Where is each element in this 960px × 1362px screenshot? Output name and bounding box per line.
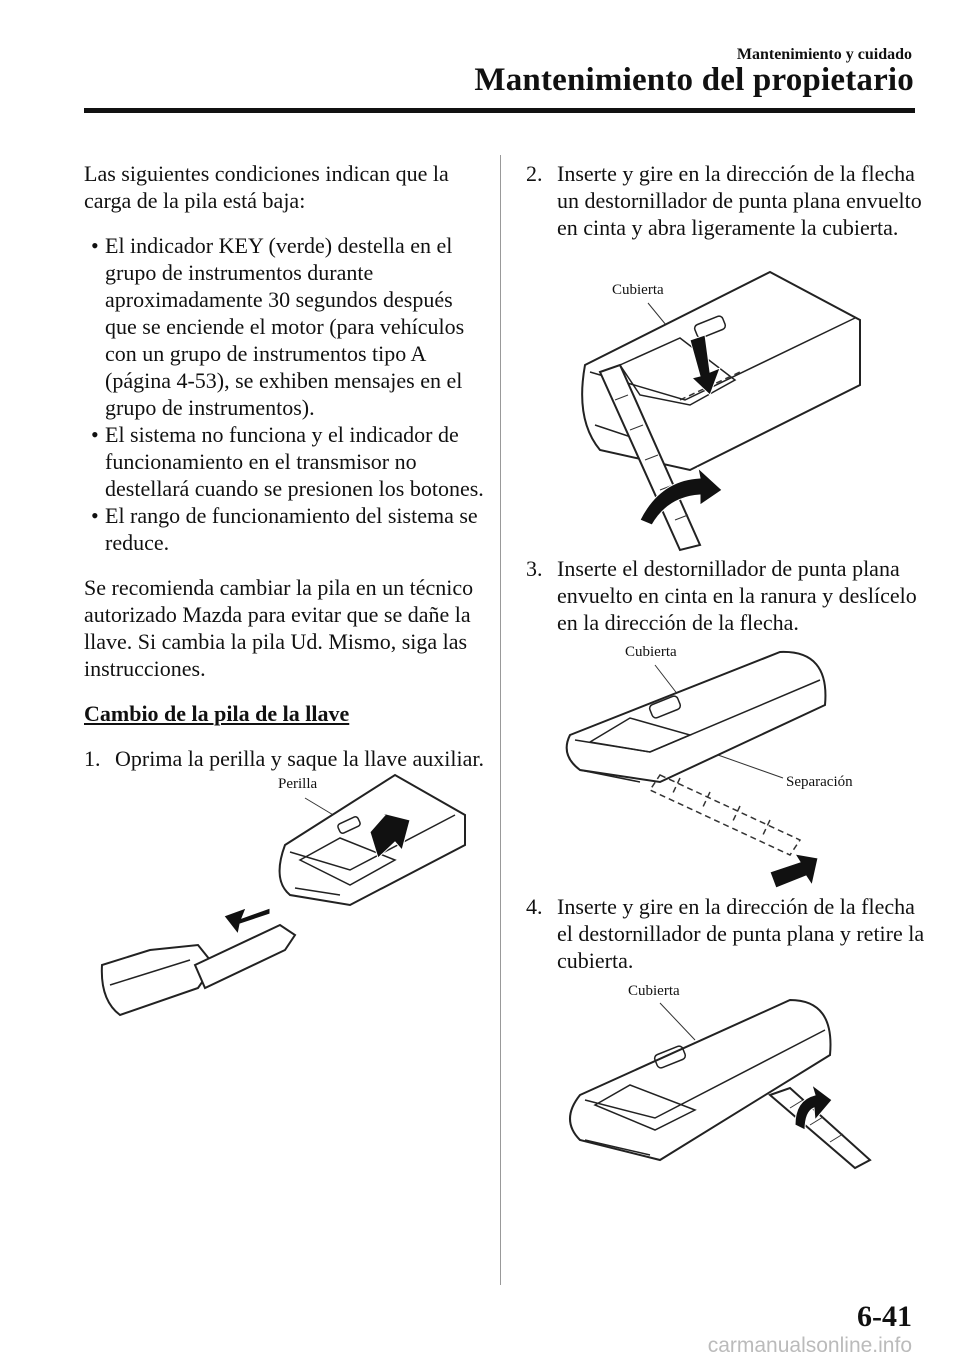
bullet-symbol: •: [91, 503, 99, 528]
section-label: Mantenimiento y cuidado: [736, 46, 912, 63]
step-number: 3.: [526, 556, 543, 581]
knob-label: Perilla: [278, 776, 318, 792]
page-title: Mantenimiento del propietario: [474, 62, 914, 98]
page-number: 6-41: [857, 1300, 912, 1333]
step-number: 1.: [84, 746, 101, 771]
step-text: Inserte el destornillador de punta plana envuelto en cinta en la ranura y deslícelo en la dirección de la flecha.: [557, 556, 917, 635]
step-number: 2.: [526, 161, 543, 186]
step-number: 4.: [526, 894, 543, 919]
recommendation-paragraph: Se recomienda cambiar la pila en un técnico autorizado Mazda para evitar que se dañe la llave. Si cambia la pila Ud. Mismo, siga las instrucciones.: [84, 575, 474, 681]
bullet-text: El indicador KEY (verde) destella en el grupo de instrumentos durante aproximadamente 30 segundos después que se enciende el motor (para vehículos con un grupo de instrumentos tipo A (página 4-53), se exhiben mensajes en el grupo de instrumentos).: [105, 233, 465, 420]
gap-label: Separación: [786, 774, 853, 790]
bullet-symbol: •: [91, 233, 99, 258]
step-text: Inserte y gire en la dirección de la flecha el destornillador de punta plana y retire la cubierta.: [557, 894, 925, 973]
cover-label-fig3: Cubierta: [625, 644, 677, 660]
cover-label-fig4: Cubierta: [628, 983, 680, 999]
bullet-text: El rango de funcionamiento del sistema se reduce.: [105, 503, 478, 555]
bullet-text: El sistema no funciona y el indicador de funcionamiento en el transmisor no destellará cuando se presionen los botones.: [105, 422, 484, 501]
cover-label-fig2: Cubierta: [612, 282, 664, 298]
watermark: carmanualsonline.info: [707, 1334, 912, 1357]
intro-text: Las siguientes condiciones indican que la carga de la pila está baja:: [84, 161, 449, 213]
section-subheading: Cambio de la pila de la llave: [84, 701, 350, 726]
bullet-symbol: •: [91, 422, 99, 447]
step-text: Inserte y gire en la dirección de la flecha un destornillador de punta plana envuelto en cinta y abra ligeramente la cubierta.: [557, 161, 922, 240]
step-text: Oprima la perilla y saque la llave auxiliar.: [115, 746, 484, 771]
